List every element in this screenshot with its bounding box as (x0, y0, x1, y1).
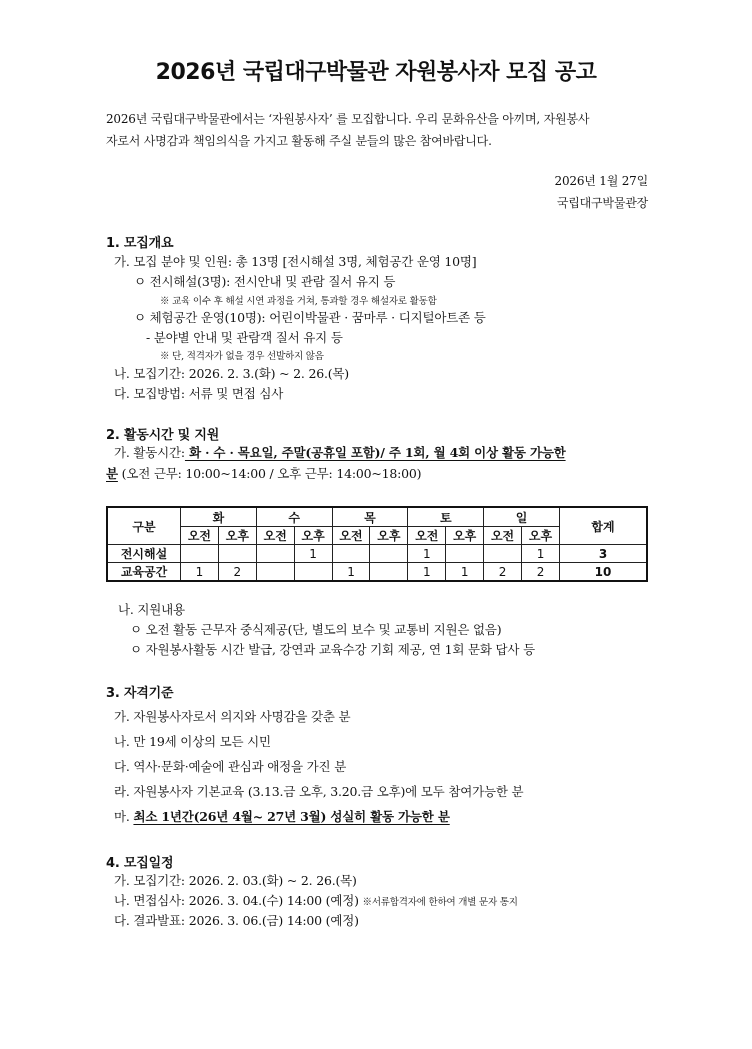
section1-o1-note: ※ 교육 이수 후 해설 시연 과정을 거쳐, 통과할 경우 해설자로 활동함 (160, 296, 437, 307)
table-cell (332, 545, 370, 563)
table-cell: 2 (522, 563, 560, 582)
table-header-am: 오전 (256, 527, 294, 545)
table-header-pm: 오후 (294, 527, 332, 545)
section3-ma-underlined: 최소 1년간(26년 4월~ 27년 3월) 성실히 활동 가능한 분 (133, 809, 450, 824)
section2-na: 나. 지원내용 (118, 602, 185, 617)
section2-o1: ㅇ 오전 활동 근무자 중식제공(단, 별도의 보수 및 교통비 지원은 없음) (130, 622, 502, 637)
section2-ga-prefix: 가. 활동시간: (114, 445, 185, 460)
table-cell (370, 563, 408, 582)
section1-o2-note: ※ 단, 적격자가 없을 경우 선발하지 않음 (160, 351, 324, 362)
table-cell: 1 (332, 563, 370, 582)
row-total: 3 (560, 545, 648, 563)
section1-ga: 가. 모집 분야 및 인원: 총 13명 [전시해설 3명, 체험공간 운영 10명] (114, 254, 477, 269)
section3-heading: 3. 자격기준 (106, 686, 174, 701)
section3-na: 나. 만 19세 이상의 모든 시민 (114, 734, 271, 749)
section1-da: 다. 모집방법: 서류 및 면접 심사 (114, 386, 284, 401)
table-cell (370, 545, 408, 563)
table-cell (294, 563, 332, 582)
table-cell: 1 (294, 545, 332, 563)
section1-o2: ㅇ 체험공간 운영(10명): 어린이박물관 · 꿈마루 · 디지털아트존 등 (134, 310, 486, 325)
section1-heading: 1. 모집개요 (106, 236, 174, 251)
section1-o2-dash: - 분야별 안내 및 관람객 질서 유지 등 (146, 330, 343, 345)
page-title: 2026년 국립대구박물관 자원봉사자 모집 공고 (155, 60, 597, 85)
table-header-day: 수 (256, 507, 332, 527)
table-header-am: 오전 (408, 527, 446, 545)
table-header-day: 화 (181, 507, 257, 527)
section1-o1: ㅇ 전시해설(3명): 전시안내 및 관람 질서 유지 등 (134, 274, 396, 289)
table-row (107, 545, 647, 563)
section4-na-text: 나. 면접심사: 2026. 3. 04.(수) 14:00 (예정) (114, 893, 359, 908)
intro-line-1: 2026년 국립대구박물관에서는 ‘자원봉사자’ 를 모집합니다. 우리 문화유산을 아끼며, 자원봉사 (106, 112, 590, 126)
table-cell (446, 545, 484, 563)
section2-ga-line2 (106, 464, 421, 482)
section3-ga: 가. 자원봉사자로서 의지와 사명감을 갖춘 분 (114, 709, 351, 724)
table-header-total: 합계 (560, 507, 648, 545)
section3-ma-prefix: 마. (114, 809, 130, 824)
table-cell: 1 (408, 545, 446, 563)
section1-na: 나. 모집기간: 2026. 2. 3.(화) ~ 2. 26.(목) (114, 366, 349, 381)
section3-ra: 라. 자원봉사자 기본교육 (3.13.금 오후, 3.20.금 오후)에 모두 참여가능한 분 (114, 784, 524, 799)
table-cell (484, 545, 522, 563)
table-cell: 1 (522, 545, 560, 563)
section2-heading: 2. 활동시간 및 지원 (106, 428, 220, 443)
table-header-category: 구분 (107, 507, 181, 545)
table-cell (256, 545, 294, 563)
table-cell: 2 (218, 563, 256, 582)
table-cell: 1 (446, 563, 484, 582)
table-cell (256, 563, 294, 582)
table-header-pm: 오후 (370, 527, 408, 545)
section4-na (114, 891, 518, 909)
table-header-day: 일 (484, 507, 560, 527)
section2-ga-line1 (114, 443, 566, 461)
section3-ma (114, 807, 450, 825)
table-header-am: 오전 (181, 527, 219, 545)
table-header-pm: 오후 (218, 527, 256, 545)
table-header-pm: 오후 (522, 527, 560, 545)
section2-ga-underlined-2: 분 (106, 466, 118, 481)
section2-ga-rest: (오전 근무: 10:00~14:00 / 오후 근무: 14:00~18:00) (117, 466, 422, 481)
table-header-am: 오전 (332, 527, 370, 545)
section2-ga-underlined: 화 · 수 · 목요일, 주말(공휴일 포함)/ 주 1회, 월 4회 이상 활동 가능한 (184, 445, 566, 460)
table-cell (218, 545, 256, 563)
table-header-am: 오전 (484, 527, 522, 545)
row-total: 10 (560, 563, 648, 582)
intro-line-2: 자로서 사명감과 책임의식을 가지고 활동해 주실 분들의 많은 참여바랍니다. (106, 134, 492, 148)
table-header-pm: 오후 (446, 527, 484, 545)
table-row (107, 563, 647, 582)
row-label: 교육공간 (107, 563, 181, 582)
row-label: 전시해설 (107, 545, 181, 563)
section3-da: 다. 역사·문화·예술에 관심과 애정을 가진 분 (114, 759, 347, 774)
table-cell (181, 545, 219, 563)
table-header-day: 목 (332, 507, 408, 527)
issuer: 국립대구박물관장 (556, 196, 648, 210)
schedule-table (106, 506, 648, 582)
section4-heading: 4. 모집일정 (106, 856, 174, 871)
table-cell: 1 (181, 563, 219, 582)
table-cell: 1 (408, 563, 446, 582)
section2-o2: ㅇ 자원봉사활동 시간 발급, 강연과 교육수강 기회 제공, 연 1회 문화 답사 등 (130, 642, 535, 657)
section4-na-note: ※서류합격자에 한하여 개별 문자 통지 (362, 897, 518, 908)
section4-da: 다. 결과발표: 2026. 3. 06.(금) 14:00 (예정) (114, 913, 359, 928)
table-cell: 2 (484, 563, 522, 582)
section4-ga: 가. 모집기간: 2026. 2. 03.(화) ~ 2. 26.(목) (114, 873, 357, 888)
table-header-day: 토 (408, 507, 484, 527)
notice-date: 2026년 1월 27일 (554, 174, 648, 188)
